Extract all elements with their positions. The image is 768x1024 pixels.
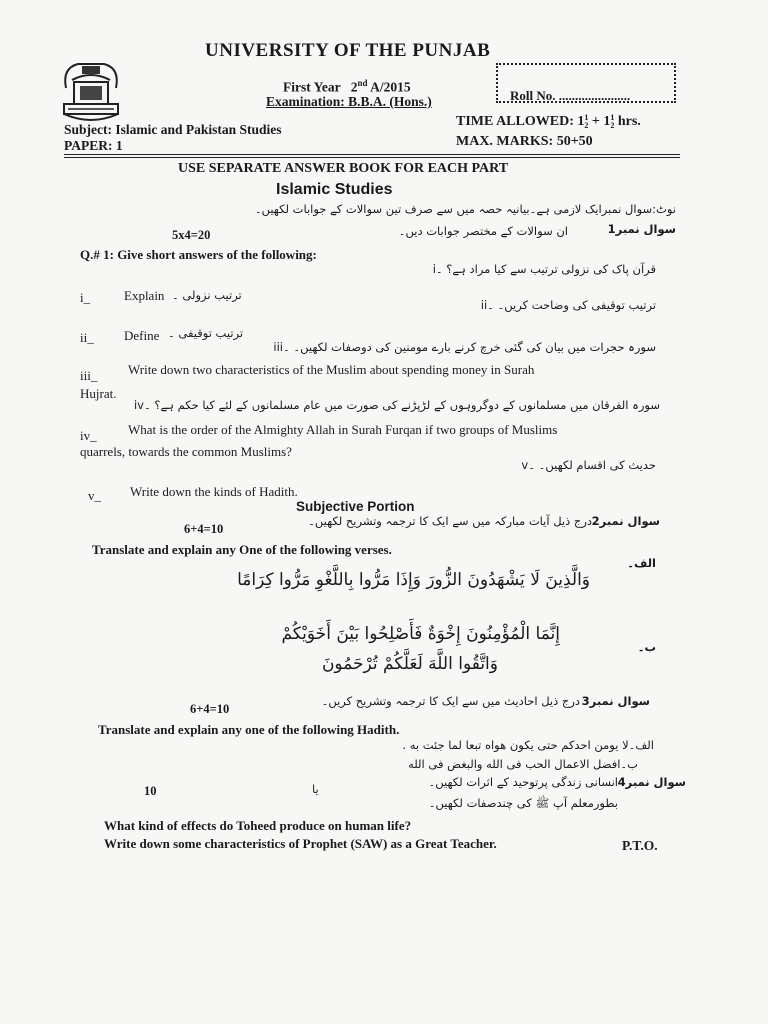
paper-line: PAPER: 1	[64, 138, 123, 153]
year-session: First Year 2nd A/2015	[283, 78, 411, 95]
subject-line: Subject: Islamic and Pakistan Studies	[64, 122, 282, 137]
q1-iv-english: What is the order of the Almighty Allah in Surah Furqan if two groups of Muslims	[128, 422, 558, 437]
q4-b-urdu: بطورمعلم آپ ﷺ کی چندصفات لکھیں۔	[428, 796, 618, 810]
q4-or-urdu: یا	[312, 782, 319, 796]
q1-instruction-urdu: ان سوالات کے مختصر جوابات دیں۔	[398, 224, 568, 238]
pto-label: P.T.O.	[622, 838, 658, 853]
q1-v-english: Write down the kinds of Hadith.	[130, 484, 298, 499]
subjective-title: Subjective Portion	[296, 499, 415, 514]
q1-ii-number: ii_	[80, 330, 94, 345]
q1-v-number: v_	[88, 488, 101, 503]
header-divider	[64, 154, 680, 155]
instruction-banner: USE SEPARATE ANSWER BOOK FOR EACH PART	[178, 161, 509, 176]
q4-marks: 10	[144, 784, 157, 798]
max-marks: MAX. MARKS: 50+50	[456, 134, 593, 149]
q1-ii-urdu: ترتیب توقیفی کی وضاحت کریں۔ ۔ii	[480, 298, 656, 312]
q2-alif-label: الف۔	[627, 556, 656, 570]
q3-english: Translate and explain any one of the following Hadith.	[98, 722, 400, 737]
q2-label-urdu: سوال نمبر2	[591, 514, 660, 528]
q1-marks: 5x4=20	[172, 228, 211, 242]
q4-english-2: Write down some characteristics of Prophet (SAW) as a Great Teacher.	[104, 836, 497, 851]
q1-iv-urdu: سورہ الفرقان میں مسلمانوں کے دوگروہوں کے لڑپڑنے کی صورت میں عام مسلمانوں کے لئے کیا حکم ہے؟ ۔iv	[133, 398, 660, 412]
q1-i-english: Explain	[124, 288, 165, 303]
time-allowed: TIME ALLOWED: 11 2 + 11 2 hrs.	[456, 113, 641, 130]
roll-number-label: Roll No. ......................	[510, 88, 631, 103]
q1-label-urdu: سوال نمبر1	[607, 222, 676, 236]
q2-marks: 6+4=10	[184, 522, 224, 536]
hadith-a: الف۔لا یومن احدکم حتی یکون هواه تبعا لما جئت به .	[402, 738, 654, 752]
q2-english: Translate and explain any One of the following verses.	[92, 542, 392, 557]
verse-a: وَالَّذِينَ لَا يَشْهَدُونَ الزُّورَ وَإِذَا مَرُّوا بِاللَّغْوِ مَرُّوا كِرَامًا	[237, 570, 590, 590]
verse-b-line1: إِنَّمَا الْمُؤْمِنُونَ إِخْوَةٌ فَأَصْلِحُوا بَيْنَ أَخَوَيْكُمْ	[281, 624, 560, 644]
q3-marks: 6+4=10	[190, 702, 230, 716]
examination-label: Examination: B.B.A. (Hons.)	[266, 94, 432, 109]
q1-iii-number: iii_	[80, 368, 98, 383]
section-title: Islamic Studies	[276, 181, 393, 198]
q4-english-1: What kind of effects do Toheed produce on human life?	[104, 818, 412, 833]
q1-ii-term: ترتیب توقیفی ۔	[168, 326, 244, 340]
q1-i-number: i_	[80, 290, 91, 305]
q1-iii-urdu: سورہ حجرات میں بیان کی گئی خرچ کرنے بارے مومنین کی دوصفات لکھیں۔ ۔iii	[273, 340, 656, 354]
q1-title: Q.# 1: Give short answers of the following:	[80, 247, 317, 262]
q3-instruction-urdu: درج ذیل احادیث میں سے ایک کا ترجمہ وتشریح کریں۔	[321, 694, 580, 708]
q1-iv-english-cont: quarrels, towards the common Muslims?	[80, 444, 292, 459]
header-divider-2	[64, 157, 680, 158]
university-title: UNIVERSITY OF THE PUNJAB	[205, 40, 491, 61]
q4-label-urdu: سوال نمبر4	[617, 775, 686, 789]
q1-i-term: ترتیب نزولی ۔	[172, 288, 242, 302]
q1-ii-english: Define	[124, 328, 160, 343]
note-urdu: نوٹ:سوال نمبرایک لازمی ہے۔بیانیہ حصہ میں سے صرف تین سوالات کے جوابات لکھیں۔	[254, 202, 676, 216]
q2-be-label: ب۔	[637, 640, 656, 654]
q1-iv-number: iv_	[80, 428, 97, 443]
q1-i-urdu: قرآن پاک کی نزولی ترتیب سے کیا مراد ہے؟ ۔i	[432, 262, 656, 276]
verse-b-line2: وَاتَّقُوا اللَّهَ لَعَلَّكُمْ تُرْحَمُونَ	[321, 654, 498, 674]
q1-iii-english: Write down two characteristics of the Muslim about spending money in Surah	[128, 362, 535, 377]
q3-label-urdu: سوال نمبر3	[581, 694, 650, 708]
university-logo	[58, 58, 124, 128]
q2-instruction-urdu: درج ذیل آیات مبارکہ میں سے ایک کا ترجمہ وتشریح لکھیں۔	[308, 514, 592, 528]
q1-iii-english-cont: Hujrat.	[80, 386, 117, 401]
q1-v-urdu: حدیث کی اقسام لکھیں۔ ۔v	[521, 458, 656, 472]
hadith-b: ب۔افضل الاعمال الحب فی الله والبغض فی الله	[408, 757, 638, 771]
q4-a-urdu: انسانی زندگی پرتوحید کے اثرات لکھیں۔	[428, 775, 618, 789]
